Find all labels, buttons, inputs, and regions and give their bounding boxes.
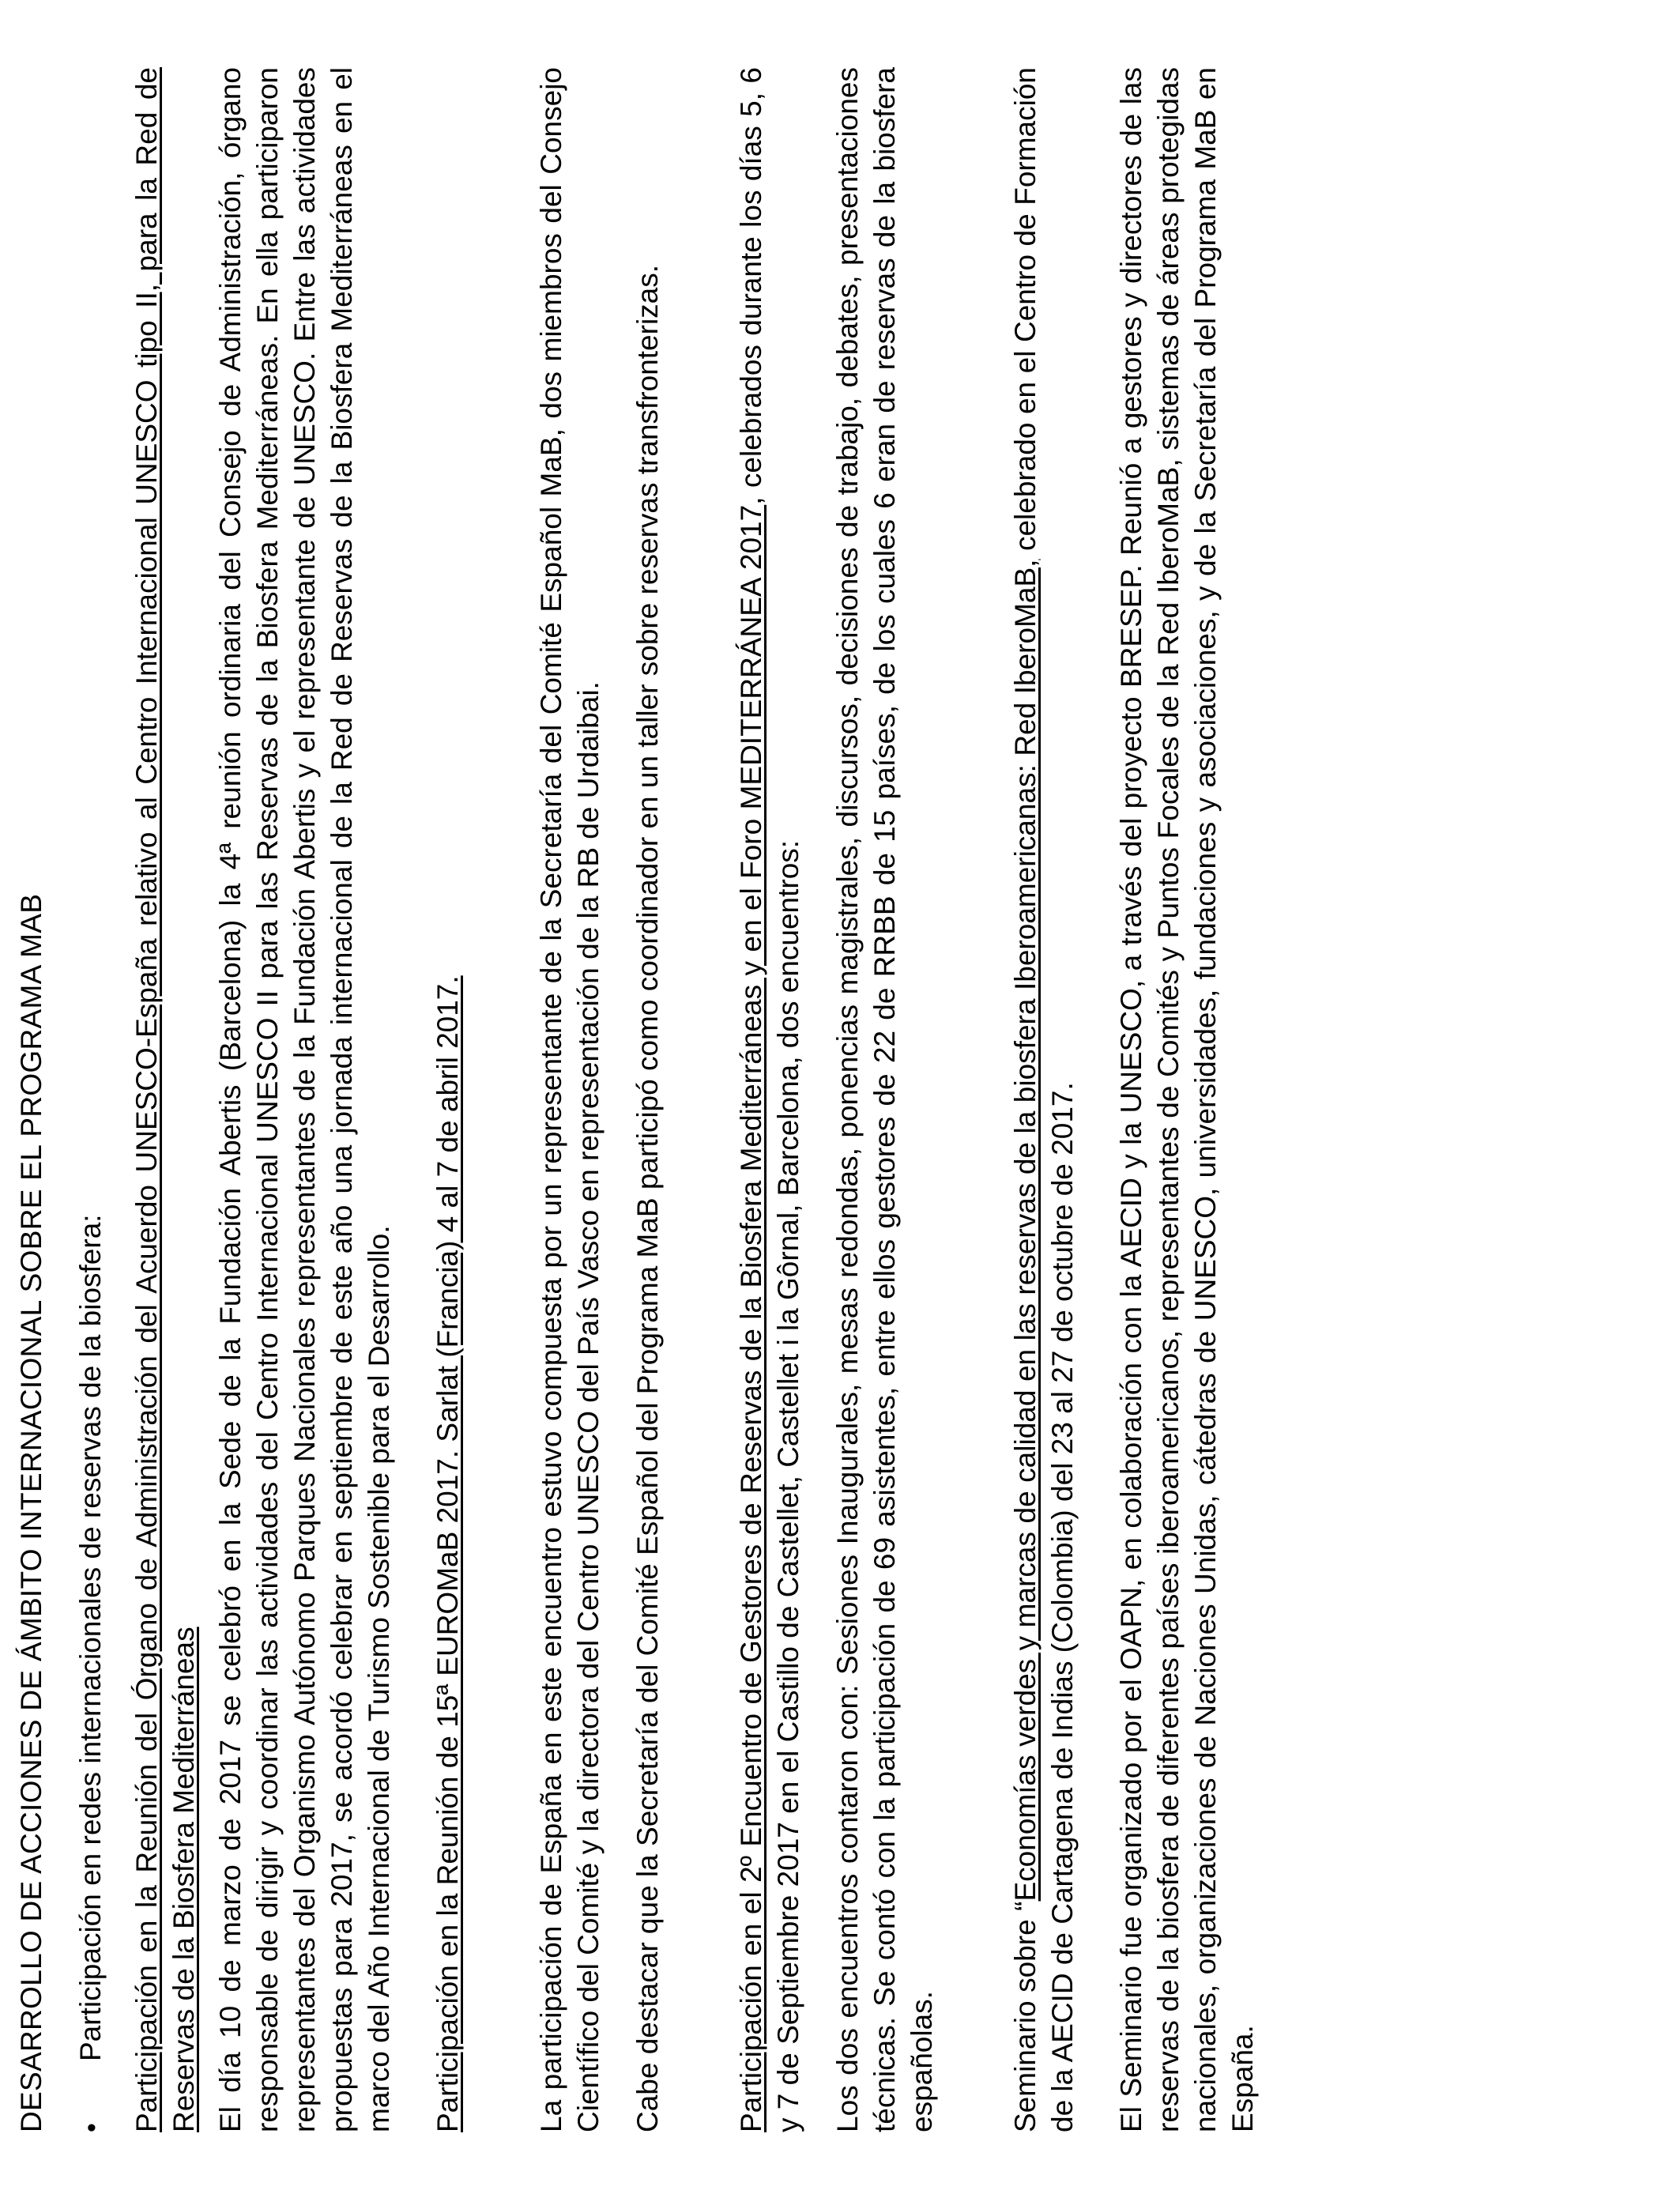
document-heading: DESARROLLO DE ACCIONES DE ÁMBITO INTERNACIONAL SOBRE EL PROGRAMA MAB	[15, 893, 47, 2132]
section-1-title	[128, 67, 202, 2132]
section-2-title-text: Participación en la Reunión de 15ª EUROMaB 2017. Sarlat (Francia) 4 al 7 de abril 2017.	[431, 975, 464, 2132]
section-3-title-text: Participación en el 2º Encuentro de Gestores de Reservas de la Biosfera Mediterráneas y en el Foro MEDITERRÁNEA 2017	[735, 504, 767, 2132]
section-4-title-rest: celebrado en el Centro de Formación de la AECID de Cartagena de Indias (Colombia) del 23 al 27 de octubre de 2017.	[1009, 67, 1079, 2132]
section-4-body: El Seminario fue organizado por el OAPN, en colaboración con la AECID y la UNESCO, a través del proyecto BRESEP. Reunió a gestores y directores de las reservas de la biosfera de diferentes países iberoamericanos, representantes de Comités y Puntos Focales de la Red IberoMaB, sistemas de áreas protegidas nacionales, organizaciones de Naciones Unidas, cátedras de UNESCO, universidades, fundaciones y asociaciones, y de la Secretaría del Programa MaB en España.	[1115, 67, 1259, 2132]
bullet-text: Participación en redes internacionales de reservas de la biosfera:	[74, 1214, 107, 2061]
bullet-item	[72, 67, 111, 2132]
section-3-body: Los dos encuentros contaron con: Sesiones Inaugurales, mesas redondas, ponencias magistrales, discursos, decisiones de trabajo, debates, presentaciones técnicas. Se contó con la participación de 69 asistentes, entre ellos gestores de 22 de RRBB de 15 países, de los cuales 6 eran de reservas de la biosfera españolas.	[831, 67, 938, 2132]
section-3-title	[733, 67, 807, 2132]
section-4-title	[1007, 67, 1081, 2132]
section-1-body: El día 10 de marzo de 2017 se celebró en la Sede de la Fundación Abertis (Barcelona) la 4ª reunión ordinaria del Consejo de Administración, órgano responsable de dirigir y coordinar las actividades del Centro Internacional UNESCO II para las Reservas de la Biosfera Mediterráneas. En ella participaron representantes del Organismo Autónomo Parques Nacionales representantes de la Fundación Abertis y el representante de UNESCO. Entre las actividades propuestas para 2017, se acordó celebrar en septiembre de este año una jornada internacional de la Red de Reservas de la Biosfera Mediterráneas en el marco del Año Internacional de Turismo Sostenible para el Desarrollo.	[214, 67, 395, 2132]
section-1-title-text: Participación en la Reunión del Órgano de Administración del Acuerdo UNESCO-España relativo al Centro Internacional UNESCO tipo II, para la Red de Reservas de la Biosfera Mediterráneas	[130, 67, 200, 2132]
bullet-icon: •	[77, 2123, 107, 2132]
section-2-body-1: La participación de España en este encuentro estuvo compuesta por un representante de la Secretaría del Comité Español MaB, dos miembros del Consejo Científico del Comité y la directora del Centro UNESCO del País Vasco en representación de la RB de Urdaibai.	[535, 67, 605, 2132]
section-3-title-rest: , celebrados durante los días 5, 6 y 7 de Septiembre 2017 en el Castillo de Castellet, Castellet i la Gôrnal, Barcelona, dos encuentros:	[735, 67, 804, 2132]
section-2-body-2: Cabe destacar que la Secretaría del Comité Español del Programa MaB participó como coordinador en un taller sobre reservas transfronterizas.	[631, 264, 664, 2132]
section-4-title-text: Economías verdes y marcas de calidad en las reservas de la biosfera Iberoamericanas: Red IberoMaB,	[1009, 559, 1042, 1902]
section-4-title-prefix: Seminario sobre “	[1009, 1901, 1042, 2132]
section-2-title	[429, 67, 466, 2132]
